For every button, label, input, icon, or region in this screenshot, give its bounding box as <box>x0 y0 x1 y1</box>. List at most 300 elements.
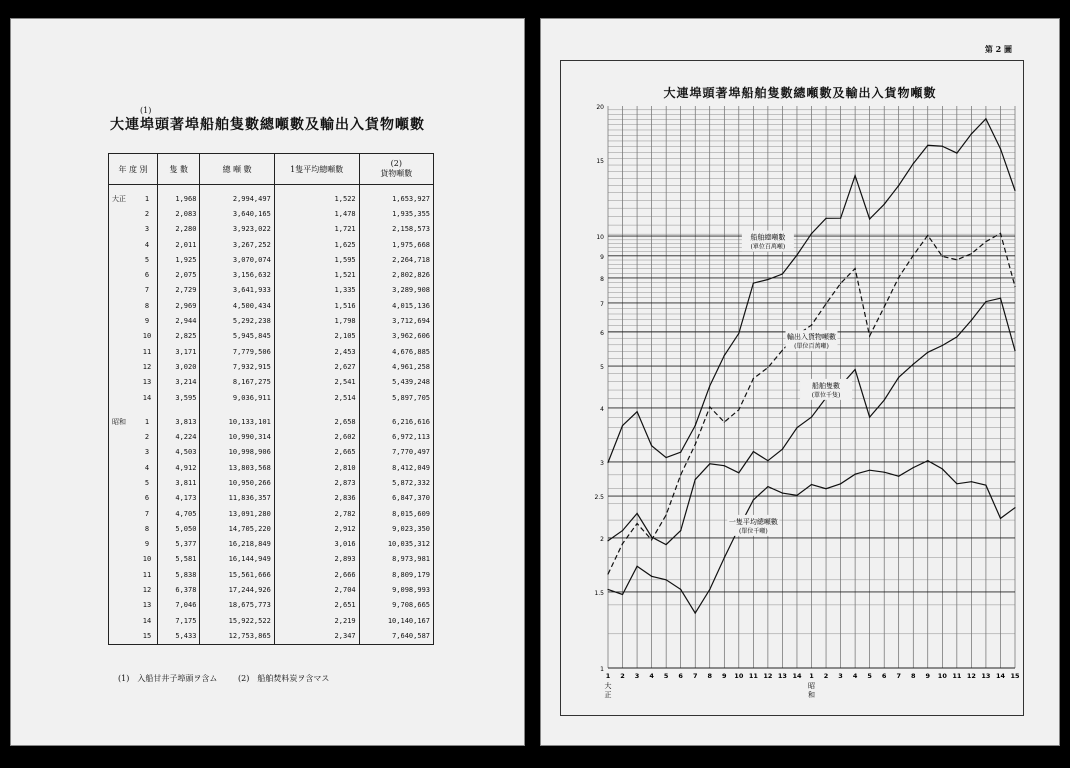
table-row <box>109 344 434 359</box>
series-label: 船舶隻數 <box>812 381 841 390</box>
era-cell <box>109 567 138 582</box>
era-cell <box>109 359 138 374</box>
series-point <box>636 566 637 567</box>
tonnage-cell: 5,945,845 <box>200 329 274 344</box>
y-tick-label: 5 <box>600 364 604 372</box>
series-point <box>622 543 623 544</box>
header-ships: 隻 數 <box>158 154 200 185</box>
ships-cell: 2,969 <box>158 298 200 313</box>
average-cell: 2,219 <box>274 613 359 628</box>
average-cell: 2,912 <box>274 521 359 536</box>
cargo-cell: 6,216,616 <box>359 414 433 429</box>
series-point <box>884 306 885 307</box>
ships-cell: 5,377 <box>158 537 200 552</box>
year-cell: 9 <box>137 313 158 328</box>
series-point <box>767 279 768 280</box>
series-point <box>898 185 899 186</box>
ships-cell: 2,825 <box>158 329 200 344</box>
year-cell: 13 <box>137 598 158 613</box>
table-row <box>109 375 434 390</box>
footnote-1: (1) 入船甘井子埠頭ヲ含ム <box>118 674 218 683</box>
average-cell: 2,541 <box>274 375 359 390</box>
x-tick-label: 11 <box>952 672 962 680</box>
table-row <box>109 506 434 521</box>
table-row <box>109 582 434 597</box>
era-cell <box>109 613 138 628</box>
series-point <box>971 253 972 254</box>
cargo-cell: 1,653,927 <box>359 185 433 207</box>
series-point <box>709 406 710 407</box>
era-cell <box>109 267 138 282</box>
header-average: 1隻平均總噸數 <box>274 154 359 185</box>
table-row <box>109 267 434 282</box>
series-point <box>1014 286 1015 287</box>
year-cell: 4 <box>137 237 158 252</box>
series-point <box>927 235 928 236</box>
series-point <box>898 377 899 378</box>
x-tick-label: 10 <box>937 672 947 680</box>
series-point <box>1000 148 1001 149</box>
series-point <box>695 612 696 613</box>
series-point <box>636 411 637 412</box>
tonnage-cell: 2,994,497 <box>200 185 274 207</box>
table-header-row <box>109 154 434 185</box>
statistics-table <box>108 153 434 645</box>
era-cell <box>109 329 138 344</box>
ships-cell: 3,020 <box>158 359 200 374</box>
series-point <box>738 333 739 334</box>
cargo-cell: 4,676,885 <box>359 344 433 359</box>
series-point <box>724 557 725 558</box>
series-point <box>927 352 928 353</box>
chart-title: 大連埠頭著埠船舶隻數總噸數及輸出入貨物噸數 <box>663 86 937 100</box>
x-tick-label: 13 <box>777 672 787 680</box>
table-row <box>109 237 434 252</box>
series-point <box>767 367 768 368</box>
spacer-cell <box>137 405 158 414</box>
x-tick-label: 2 <box>620 672 625 680</box>
series-point <box>651 445 652 446</box>
year-cell: 5 <box>137 252 158 267</box>
series-point <box>607 573 608 574</box>
tonnage-cell: 3,923,022 <box>200 222 274 237</box>
series-point <box>767 460 768 461</box>
tonnage-cell: 15,922,522 <box>200 613 274 628</box>
era-cell <box>109 206 138 221</box>
series-point <box>869 335 870 336</box>
series-point <box>825 303 826 304</box>
x-tick-label: 12 <box>763 672 773 680</box>
table-row <box>109 298 434 313</box>
x-tick-label: 9 <box>722 672 727 680</box>
series-unit-label: (單位百萬噸) <box>750 243 786 251</box>
x-tick-label: 1 <box>605 672 611 680</box>
y-tick-label: 3 <box>600 459 604 467</box>
ships-cell: 4,503 <box>158 445 200 460</box>
cargo-cell: 10,035,312 <box>359 537 433 552</box>
table-row <box>109 185 434 207</box>
series-point <box>753 499 754 500</box>
cargo-cell: 8,412,049 <box>359 460 433 475</box>
era-cell: 大正 <box>109 185 138 207</box>
series-unit-label: (單位千噸) <box>739 527 768 535</box>
series-point <box>811 416 812 417</box>
year-cell: 10 <box>137 329 158 344</box>
x-tick-label: 9 <box>925 672 931 680</box>
series-point <box>956 483 957 484</box>
y-tick-label: 2 <box>600 535 604 543</box>
series-point <box>942 146 943 147</box>
series-point <box>1000 298 1001 299</box>
ships-cell: 7,046 <box>158 598 200 613</box>
y-tick-label: 2.5 <box>594 494 604 502</box>
series-point <box>796 495 797 496</box>
average-cell: 1,521 <box>274 267 359 282</box>
series-point <box>622 594 623 595</box>
cargo-cell: 9,023,350 <box>359 521 433 536</box>
average-cell: 2,602 <box>274 429 359 444</box>
series-point <box>738 409 739 410</box>
ships-cell: 3,171 <box>158 344 200 359</box>
year-cell: 9 <box>137 537 158 552</box>
era-cell <box>109 222 138 237</box>
era-cell <box>109 445 138 460</box>
spacer-cell <box>200 405 274 414</box>
series-unit-label: (單位千隻) <box>811 391 841 399</box>
year-cell: 3 <box>137 445 158 460</box>
average-cell: 2,347 <box>274 628 359 644</box>
table-row <box>109 414 434 429</box>
tonnage-cell: 16,144,949 <box>200 552 274 567</box>
average-cell: 1,522 <box>274 185 359 207</box>
cargo-cell: 6,972,113 <box>359 429 433 444</box>
y-tick-label: 20 <box>596 104 604 111</box>
series-point <box>898 277 899 278</box>
table-row <box>109 521 434 536</box>
y-tick-label: 9 <box>600 253 604 261</box>
average-cell: 2,810 <box>274 460 359 475</box>
average-cell: 2,836 <box>274 491 359 506</box>
ships-cell: 2,729 <box>158 283 200 298</box>
era-cell <box>109 552 138 567</box>
table-row <box>109 283 434 298</box>
table-row <box>109 475 434 490</box>
table-row <box>109 206 434 221</box>
tonnage-cell: 14,705,220 <box>200 521 274 536</box>
average-cell: 2,873 <box>274 475 359 490</box>
series-point <box>782 449 783 450</box>
series-point <box>985 485 986 486</box>
table-row <box>109 567 434 582</box>
ships-cell: 4,705 <box>158 506 200 521</box>
tonnage-cell: 11,836,357 <box>200 491 274 506</box>
average-cell: 3,016 <box>274 537 359 552</box>
x-tick-label: 15 <box>1010 672 1020 680</box>
series-point <box>971 133 972 134</box>
series-point <box>666 579 667 580</box>
series-point <box>709 589 710 590</box>
table-row <box>109 445 434 460</box>
cargo-cell: 4,015,136 <box>359 298 433 313</box>
table-row <box>109 460 434 475</box>
series-point <box>666 544 667 545</box>
table-row <box>109 313 434 328</box>
series-point <box>942 468 943 469</box>
average-cell: 2,514 <box>274 390 359 405</box>
series-point <box>985 301 986 302</box>
ships-cell: 4,173 <box>158 491 200 506</box>
era-cell <box>109 582 138 597</box>
series-point <box>753 451 754 452</box>
cargo-cell: 4,961,258 <box>359 359 433 374</box>
average-cell: 1,625 <box>274 237 359 252</box>
spacer-cell <box>359 405 433 414</box>
tonnage-cell: 3,641,933 <box>200 283 274 298</box>
era-cell: 昭和 <box>109 414 138 429</box>
year-cell: 5 <box>137 475 158 490</box>
table-row <box>109 390 434 405</box>
series-point <box>956 152 957 153</box>
y-tick-label: 1.5 <box>594 589 604 597</box>
series-point <box>651 539 652 540</box>
ships-cell: 7,175 <box>158 613 200 628</box>
series-point <box>1014 350 1015 351</box>
cargo-cell: 5,872,332 <box>359 475 433 490</box>
cargo-cell: 3,712,694 <box>359 313 433 328</box>
series-point <box>840 483 841 484</box>
y-tick-label: 7 <box>600 300 604 308</box>
cargo-cell: 3,962,606 <box>359 329 433 344</box>
tonnage-cell: 10,998,906 <box>200 445 274 460</box>
x-tick-label: 14 <box>792 672 802 680</box>
x-tick-label: 5 <box>663 672 669 680</box>
series-point <box>680 452 681 453</box>
era-cell <box>109 283 138 298</box>
series-point <box>753 283 754 284</box>
series-point <box>855 175 856 176</box>
year-cell: 11 <box>137 567 158 582</box>
cargo-cell: 7,770,497 <box>359 445 433 460</box>
year-cell: 3 <box>137 222 158 237</box>
year-cell: 2 <box>137 429 158 444</box>
series-point <box>622 530 623 531</box>
average-cell: 1,798 <box>274 313 359 328</box>
ships-cell: 2,075 <box>158 267 200 282</box>
header-tonnage: 總 噸 數 <box>200 154 274 185</box>
tonnage-cell: 10,950,266 <box>200 475 274 490</box>
table-body <box>109 185 434 645</box>
average-cell: 1,516 <box>274 298 359 313</box>
era-cell <box>109 313 138 328</box>
tonnage-cell: 18,675,773 <box>200 598 274 613</box>
series-point <box>767 486 768 487</box>
series-point <box>796 427 797 428</box>
tonnage-cell: 5,292,238 <box>200 313 274 328</box>
series-point <box>738 472 739 473</box>
cargo-cell: 2,802,826 <box>359 267 433 282</box>
ships-cell: 5,838 <box>158 567 200 582</box>
year-cell: 6 <box>137 267 158 282</box>
year-cell: 12 <box>137 359 158 374</box>
series-point <box>985 118 986 119</box>
average-cell: 1,478 <box>274 206 359 221</box>
tonnage-cell: 7,932,915 <box>200 359 274 374</box>
table-row <box>109 598 434 613</box>
series-point <box>811 233 812 234</box>
series-point <box>607 462 608 463</box>
series-unit-label: (單位百萬噸) <box>794 343 829 351</box>
cargo-cell: 7,640,587 <box>359 628 433 644</box>
series-point <box>695 444 696 445</box>
x-tick-label: 8 <box>910 672 916 680</box>
x-tick-label: 1 <box>809 672 814 680</box>
series-point <box>869 416 870 417</box>
series-point <box>796 254 797 255</box>
x-tick-label: 13 <box>981 672 991 680</box>
series-point <box>956 336 957 337</box>
era-cell <box>109 460 138 475</box>
series-label: 一隻平均總噸數 <box>728 517 778 526</box>
header-cargo-note: (2) <box>390 159 402 168</box>
series-point <box>695 425 696 426</box>
series-point <box>651 536 652 537</box>
era-cell <box>109 390 138 405</box>
x-tick-label: 10 <box>734 672 744 680</box>
series-point <box>840 218 841 219</box>
year-cell: 14 <box>137 613 158 628</box>
figure-number: 第 2 圖 <box>984 44 1012 54</box>
tonnage-cell: 12,753,865 <box>200 628 274 644</box>
average-cell: 2,704 <box>274 582 359 597</box>
series-point <box>724 465 725 466</box>
era-cell <box>109 252 138 267</box>
series-point <box>942 256 943 257</box>
series-point <box>607 589 608 590</box>
ships-cell: 6,378 <box>158 582 200 597</box>
series-point <box>782 273 783 274</box>
era-cell <box>109 475 138 490</box>
tonnage-cell: 9,036,911 <box>200 390 274 405</box>
cargo-cell: 10,140,167 <box>359 613 433 628</box>
ships-cell: 2,083 <box>158 206 200 221</box>
series-point <box>985 241 986 242</box>
series-point <box>636 513 637 514</box>
era-cell <box>109 375 138 390</box>
series-point <box>840 283 841 284</box>
series-point <box>622 425 623 426</box>
series-point <box>607 540 608 541</box>
series-point <box>913 364 914 365</box>
tonnage-cell: 7,779,506 <box>200 344 274 359</box>
x-tick-label: 4 <box>649 672 654 680</box>
tonnage-cell: 17,244,926 <box>200 582 274 597</box>
table-row <box>109 491 434 506</box>
y-tick-label: 6 <box>600 329 604 337</box>
average-cell: 2,658 <box>274 414 359 429</box>
series-point <box>913 163 914 164</box>
ships-cell: 3,595 <box>158 390 200 405</box>
ships-cell: 1,925 <box>158 252 200 267</box>
x-tick-label: 12 <box>966 672 976 680</box>
series-label: 輸出入貨物噸數 <box>787 333 836 342</box>
x-tick-label: 7 <box>896 672 901 680</box>
cargo-cell: 3,289,908 <box>359 283 433 298</box>
tonnage-cell: 3,267,252 <box>200 237 274 252</box>
era-axis-label: 昭 <box>808 682 815 690</box>
series-point <box>695 479 696 480</box>
year-cell: 8 <box>137 298 158 313</box>
cargo-cell: 2,264,718 <box>359 252 433 267</box>
series-point <box>724 355 725 356</box>
x-tick-label: 3 <box>634 672 640 680</box>
x-tick-label: 11 <box>748 672 758 680</box>
header-year: 年 度 別 <box>109 154 158 185</box>
footnote-2: (2) 船舶焚料炭ヲ含マス <box>238 674 330 683</box>
era-cell <box>109 537 138 552</box>
year-cell: 7 <box>137 506 158 521</box>
era-cell <box>109 344 138 359</box>
average-cell: 2,651 <box>274 598 359 613</box>
tonnage-cell: 13,803,568 <box>200 460 274 475</box>
tonnage-cell: 8,167,275 <box>200 375 274 390</box>
ships-cell: 3,813 <box>158 414 200 429</box>
era-cell <box>109 521 138 536</box>
ships-cell: 5,050 <box>158 521 200 536</box>
x-tick-label: 6 <box>881 672 887 680</box>
table-row <box>109 613 434 628</box>
series-point <box>971 481 972 482</box>
spacer-row <box>109 405 434 414</box>
series-point <box>680 589 681 590</box>
x-tick-label: 8 <box>707 672 713 680</box>
year-cell: 6 <box>137 491 158 506</box>
series-point <box>680 474 681 475</box>
table-row <box>109 429 434 444</box>
x-tick-label: 14 <box>995 672 1005 680</box>
table-row <box>109 628 434 644</box>
year-cell: 1 <box>137 185 158 207</box>
cargo-cell: 9,098,993 <box>359 582 433 597</box>
average-cell: 2,666 <box>274 567 359 582</box>
series-point <box>753 378 754 379</box>
tonnage-cell: 3,640,165 <box>200 206 274 221</box>
left-page <box>10 18 525 746</box>
year-cell: 13 <box>137 375 158 390</box>
year-cell: 7 <box>137 283 158 298</box>
table-row <box>109 359 434 374</box>
series-point <box>898 476 899 477</box>
spacer-cell <box>109 405 138 414</box>
ships-cell: 4,224 <box>158 429 200 444</box>
x-tick-label: 6 <box>678 672 683 680</box>
year-cell: 14 <box>137 390 158 405</box>
cargo-cell: 5,439,248 <box>359 375 433 390</box>
series-point <box>913 467 914 468</box>
series-point <box>1014 190 1015 191</box>
series-point <box>709 463 710 464</box>
table-row <box>109 222 434 237</box>
x-tick-label: 3 <box>838 672 843 680</box>
year-cell: 15 <box>137 628 158 644</box>
ships-cell: 1,968 <box>158 185 200 207</box>
y-tick-label: 1 <box>600 666 604 673</box>
average-cell: 1,335 <box>274 283 359 298</box>
series-point <box>709 385 710 386</box>
tonnage-cell: 4,500,434 <box>200 298 274 313</box>
average-cell: 2,105 <box>274 329 359 344</box>
average-cell: 2,453 <box>274 344 359 359</box>
series-point <box>884 400 885 401</box>
